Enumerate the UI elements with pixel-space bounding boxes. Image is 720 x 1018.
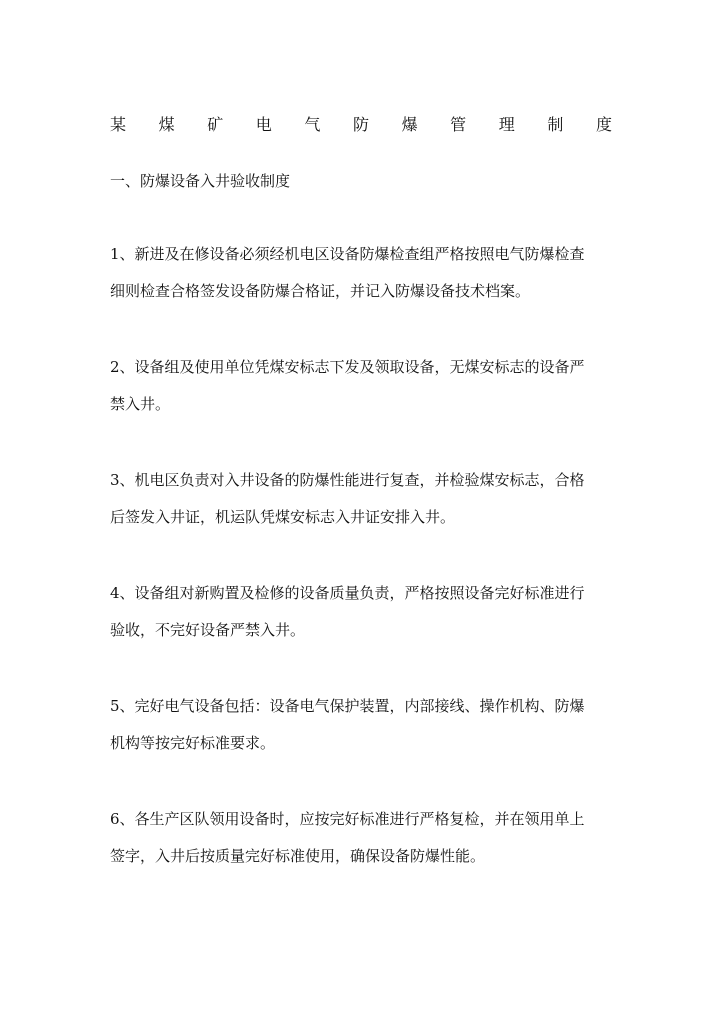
section-heading: 一、防爆设备入井验收制度	[110, 172, 291, 190]
paragraph-4	[110, 575, 610, 649]
paragraph-line: 验收，不完好设备严禁入井。	[110, 621, 306, 639]
paragraph-line: 细则检查合格签发设备防爆合格证，并记入防爆设备技术档案。	[110, 282, 531, 300]
title-char: 某	[110, 115, 127, 134]
title-char: 电	[255, 115, 272, 134]
paragraph-3	[110, 462, 610, 536]
title-char: 制	[547, 115, 564, 134]
paragraph-line: 1、新进及在修设备必须经机电区设备防爆检查组严格按照电气防爆检查	[110, 245, 585, 263]
paragraph-6	[110, 801, 610, 875]
paragraph-line: 4、设备组对新购置及检修的设备质量负责，严格按照设备完好标准进行	[110, 584, 585, 602]
paragraph-5	[110, 688, 610, 762]
title-char: 管	[450, 115, 467, 134]
paragraph-line: 6、各生产区队领用设备时，应按完好标准进行严格复检，并在领用单上	[110, 810, 585, 828]
title-char: 防	[352, 115, 369, 134]
paragraph-1	[110, 236, 610, 310]
title-char: 气	[304, 115, 321, 134]
title-char: 矿	[207, 115, 224, 134]
paragraph-line: 禁入井。	[110, 395, 171, 413]
title-char: 爆	[401, 115, 418, 134]
paragraph-line: 2、设备组及使用单位凭煤安标志下发及领取设备，无煤安标志的设备严	[110, 358, 585, 376]
title-char: 煤	[158, 115, 175, 134]
document-title	[110, 112, 612, 138]
paragraph-line: 后签发入井证，机运队凭煤安标志入井证安排入井。	[110, 508, 456, 526]
paragraph-2	[110, 349, 610, 423]
title-char: 度	[595, 115, 612, 134]
paragraph-line: 签字，入井后按质量完好标准使用，确保设备防爆性能。	[110, 847, 486, 865]
title-char: 理	[498, 115, 515, 134]
paragraph-line: 5、完好电气设备包括：设备电气保护装置，内部接线、操作机构、防爆	[110, 697, 585, 715]
paragraph-line: 机构等按完好标准要求。	[110, 734, 276, 752]
paragraph-line: 3、机电区负责对入井设备的防爆性能进行复查，并检验煤安标志，合格	[110, 471, 585, 489]
